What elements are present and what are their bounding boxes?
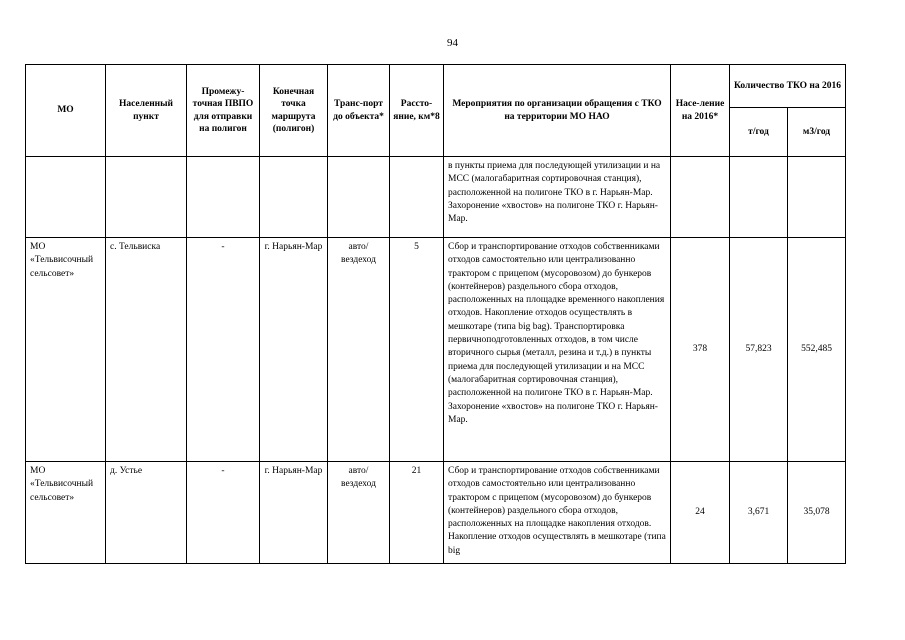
cell-qty-t: 3,671 bbox=[730, 462, 788, 564]
cell-measures: в пункты приема для последующей утилизации и на МСС (малогабаритная сортировочная станция), расположенной на полигоне ТКО в г. Нарьян-Мар. Захоронение «хвостов» на полигоне ТКО г. Нарьян-Мар. bbox=[444, 157, 671, 238]
header-population: Насе-ление на 2016* bbox=[671, 65, 730, 157]
header-quantity-group: Количество ТКО на 2016 bbox=[730, 65, 846, 108]
cell-settlement: д. Устье bbox=[106, 462, 187, 564]
header-mo: МО bbox=[26, 65, 106, 157]
header-qty-t: т/год bbox=[730, 108, 788, 157]
cell-end-point: г. Нарьян-Мар bbox=[260, 462, 328, 564]
table-row bbox=[26, 157, 846, 238]
header-distance: Рассто-яние, км*8 bbox=[390, 65, 444, 157]
header-settlement: Населенный пункт bbox=[106, 65, 187, 157]
cell-mo: МО «Тельвисочный сельсовет» bbox=[26, 462, 106, 564]
cell-population: 24 bbox=[671, 462, 730, 564]
cell-distance bbox=[390, 157, 444, 238]
cell-transport: авто/вездеход bbox=[328, 238, 390, 462]
cell-qty-m3 bbox=[788, 157, 846, 238]
cell-transport: авто/вездеход bbox=[328, 462, 390, 564]
table-row bbox=[26, 462, 846, 564]
table-row bbox=[26, 238, 846, 462]
cell-end-point: г. Нарьян-Мар bbox=[260, 238, 328, 462]
cell-mo: МО «Тельвисочный сельсовет» bbox=[26, 238, 106, 462]
cell-population bbox=[671, 157, 730, 238]
header-qty-m3: м3/год bbox=[788, 108, 846, 157]
cell-mo bbox=[26, 157, 106, 238]
cell-population: 378 bbox=[671, 238, 730, 462]
page-number: 94 bbox=[447, 37, 458, 49]
cell-settlement: с. Тельвиска bbox=[106, 238, 187, 462]
cell-end-point bbox=[260, 157, 328, 238]
cell-intermediate: - bbox=[187, 238, 260, 462]
cell-settlement bbox=[106, 157, 187, 238]
cell-qty-t bbox=[730, 157, 788, 238]
cell-measures: Сбор и транспортирование отходов собственниками отходов самостоятельно или централизованно трактором с прицепом (мусоровозом) до бункеров (контейнеров) раздельного сбора отходов, расположенных на площадке временного накопления отходов. Накопление отходов осуществлять в мешкотаре (типа big bag). Транспортировка первичноподготовленных отходов, в том числе вторичного сырья (металл, резина и т.д.) в пункты приема для последующей утилизации и на МСС (малогабаритная сортировочная станция), расположенной на полигоне ТКО в г. Нарьян-Мар. Захоронение «хвостов» на полигоне ТКО г. Нарьян-Мар. bbox=[444, 238, 671, 462]
cell-measures: Сбор и транспортирование отходов собственниками отходов самостоятельно или централизованно трактором с прицепом (мусоровозом) до бункеров (контейнеров) раздельного сбора отходов, расположенных на площадке накопления отходов. Накопление отходов осуществлять в мешкотаре (типа big bbox=[444, 462, 671, 564]
cell-distance: 5 bbox=[390, 238, 444, 462]
header-measures: Мероприятия по организации обращения с ТКО на территории МО НАО bbox=[444, 65, 671, 157]
cell-transport bbox=[328, 157, 390, 238]
waste-table bbox=[25, 64, 846, 564]
cell-qty-m3: 35,078 bbox=[788, 462, 846, 564]
cell-intermediate bbox=[187, 157, 260, 238]
cell-qty-t: 57,823 bbox=[730, 238, 788, 462]
cell-intermediate: - bbox=[187, 462, 260, 564]
header-transport: Транс-порт до объекта* bbox=[328, 65, 390, 157]
header-end-point: Конечная точка маршрута (полигон) bbox=[260, 65, 328, 157]
header-intermediate: Промежу-точная ПВПО для отправки на полигон bbox=[187, 65, 260, 157]
cell-qty-m3: 552,485 bbox=[788, 238, 846, 462]
cell-distance: 21 bbox=[390, 462, 444, 564]
